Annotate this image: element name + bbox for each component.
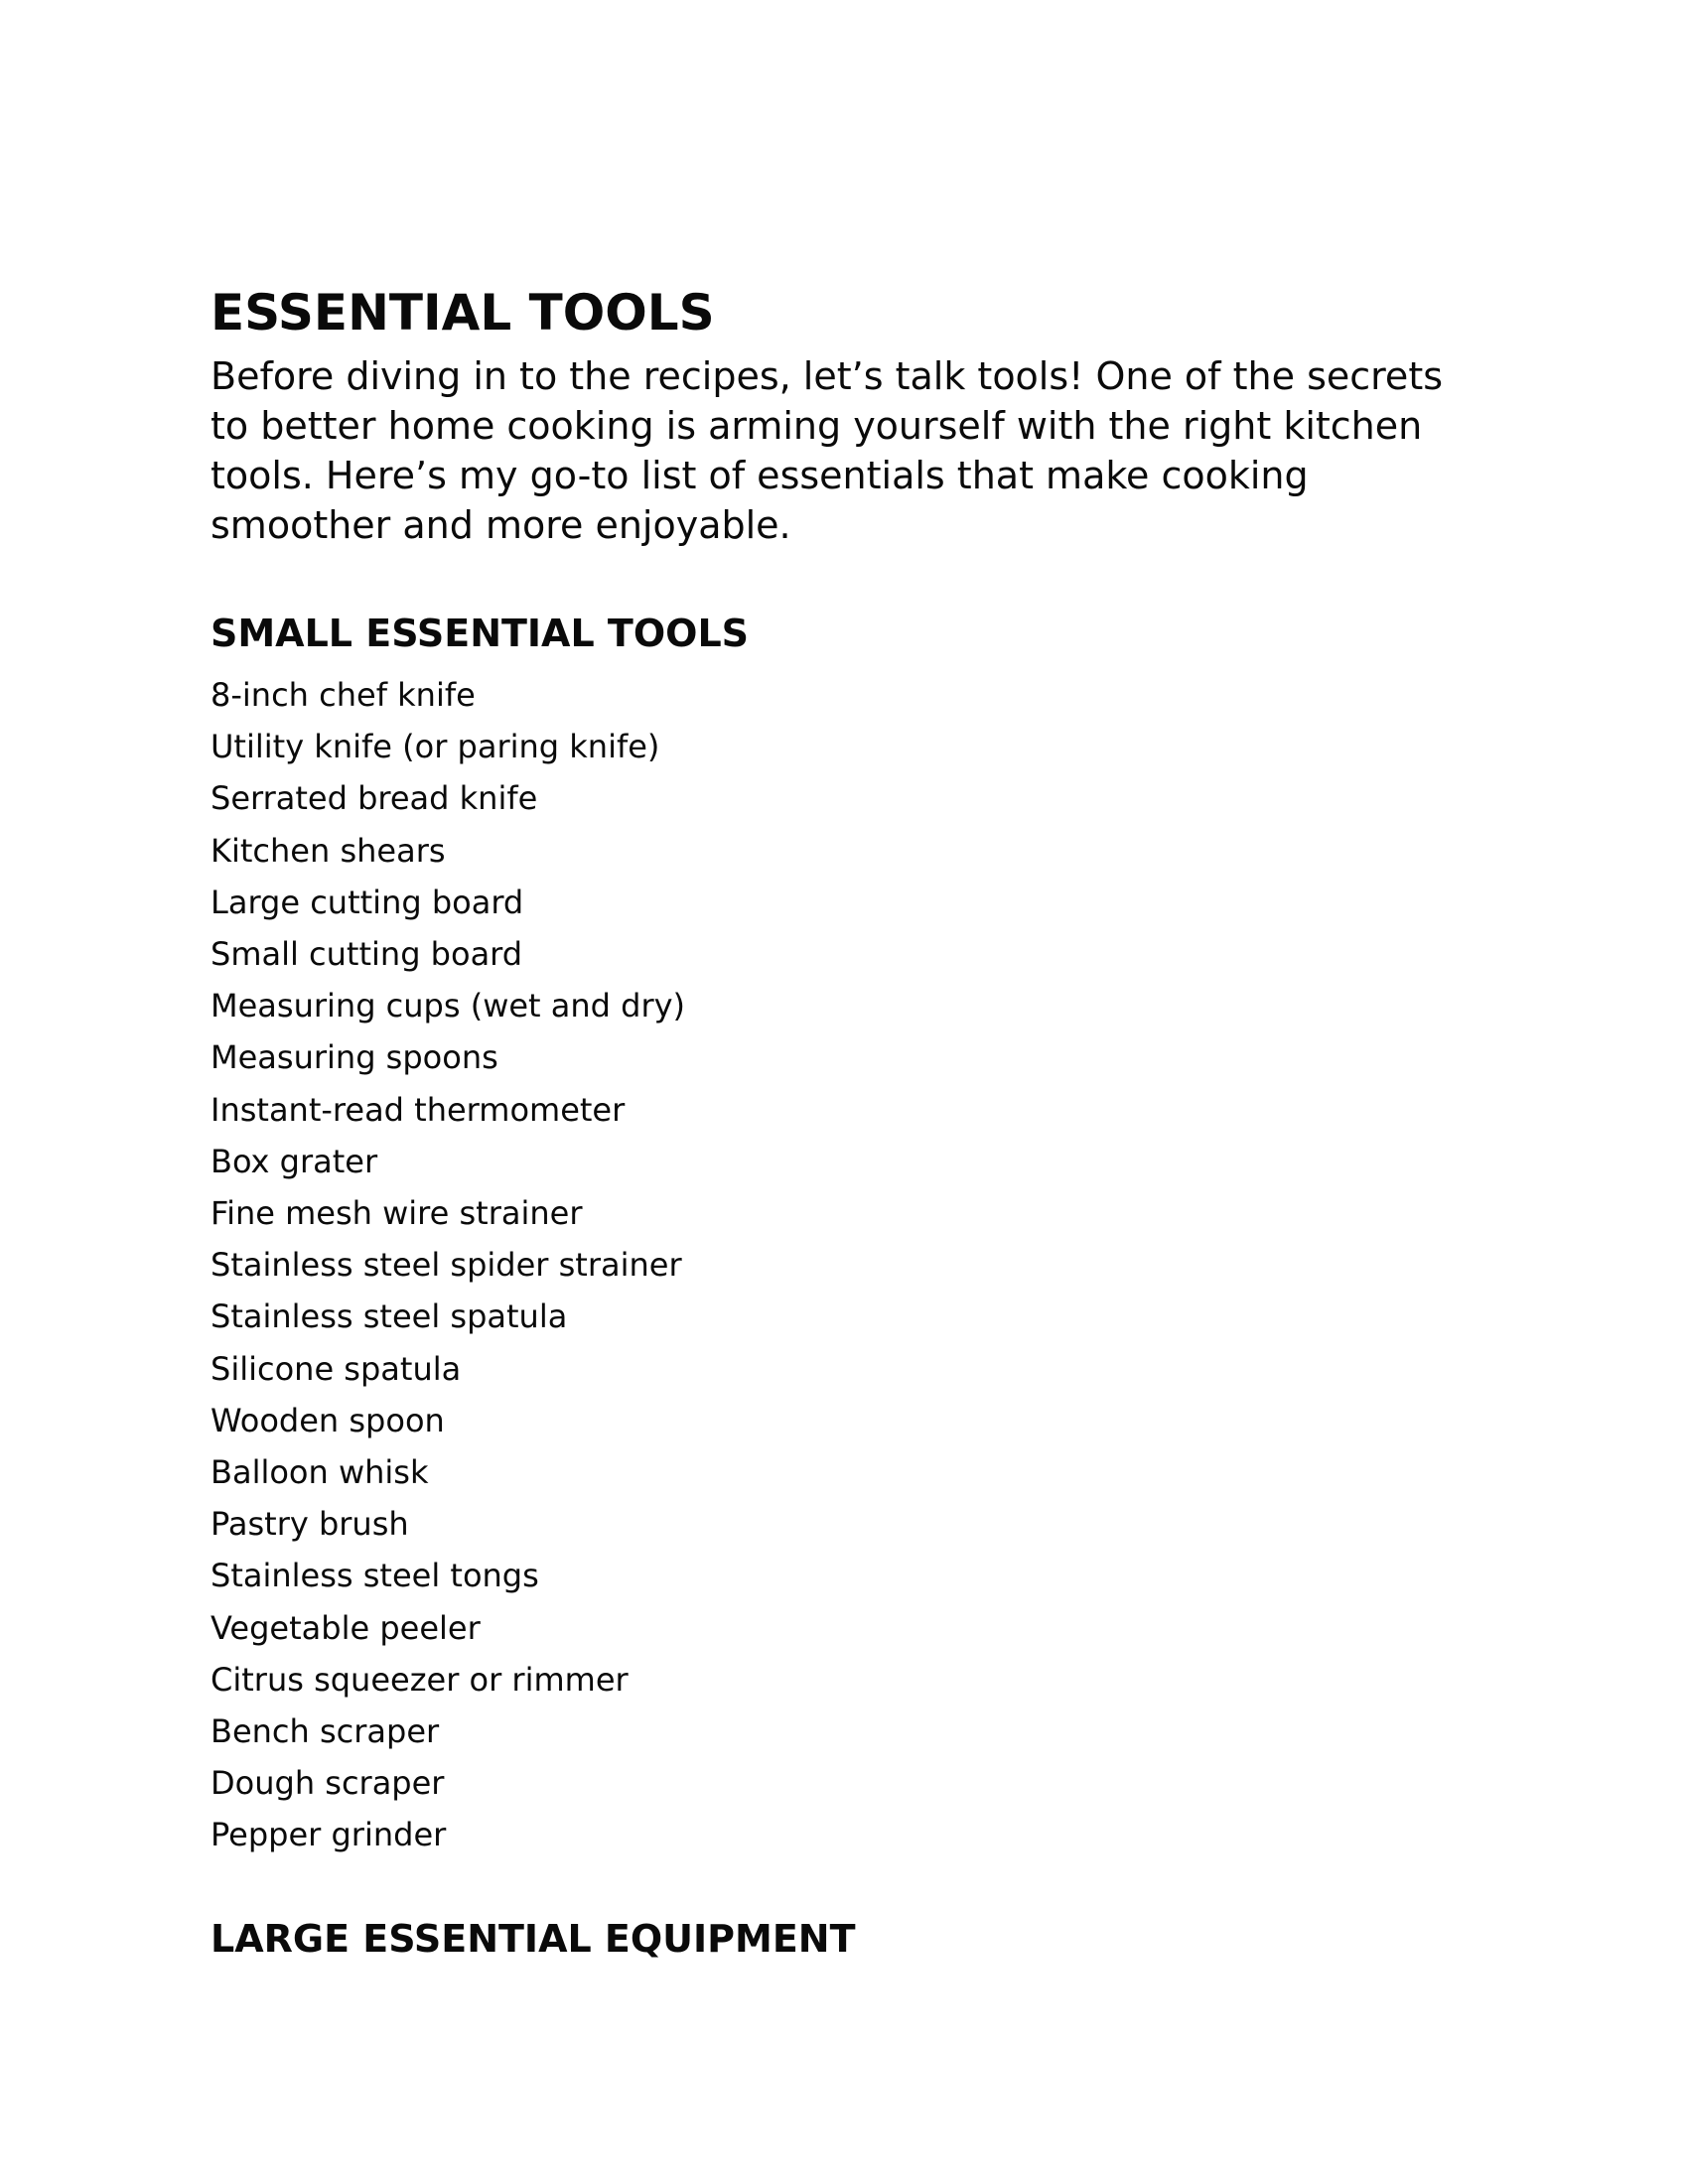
list-item: Pastry brush — [211, 1505, 409, 1544]
list-item: Utility knife (or paring knife) — [211, 728, 660, 766]
list-item: Balloon whisk — [211, 1453, 429, 1492]
list-item: Box grater — [211, 1142, 378, 1180]
list-item: Vegetable peeler — [211, 1608, 481, 1647]
list-item: Serrated bread knife — [211, 779, 538, 818]
small-tools-list — [211, 669, 1501, 1861]
list-item: Silicone spatula — [211, 1349, 462, 1388]
list-item: 8-inch chef knife — [211, 676, 476, 714]
document-page — [211, 280, 1501, 1965]
list-item: Measuring spoons — [211, 1038, 498, 1077]
list-item: Measuring cups (wet and dry) — [211, 987, 686, 1025]
list-item: Fine mesh wire strainer — [211, 1194, 583, 1233]
list-item: Bench scraper — [211, 1712, 440, 1751]
list-item: Instant-read thermometer — [211, 1090, 626, 1129]
list-item: Stainless steel spatula — [211, 1297, 568, 1336]
list-item: Large cutting board — [211, 883, 524, 921]
list-item: Pepper grinder — [211, 1816, 447, 1854]
list-item: Stainless steel spider strainer — [211, 1246, 682, 1285]
list-item: Kitchen shears — [211, 831, 446, 870]
list-item: Citrus squeezer or rimmer — [211, 1660, 629, 1699]
page-title: ESSENTIAL TOOLS — [211, 284, 715, 341]
list-item: Stainless steel tongs — [211, 1557, 539, 1595]
list-item: Small cutting board — [211, 935, 523, 974]
small-tools-heading: SMALL ESSENTIAL TOOLS — [211, 612, 750, 655]
intro-paragraph: Before diving in to the recipes, let’s talk tools! One of the secrets to better home cooking is arming yourself with the right kitchen tools. Here’s my go-to list of essentials that make cooking smoother and more enjoyable. — [211, 354, 1444, 547]
list-item: Dough scraper — [211, 1764, 445, 1803]
large-equipment-heading: LARGE ESSENTIAL EQUIPMENT — [211, 1916, 856, 1961]
list-item: Wooden spoon — [211, 1401, 445, 1439]
